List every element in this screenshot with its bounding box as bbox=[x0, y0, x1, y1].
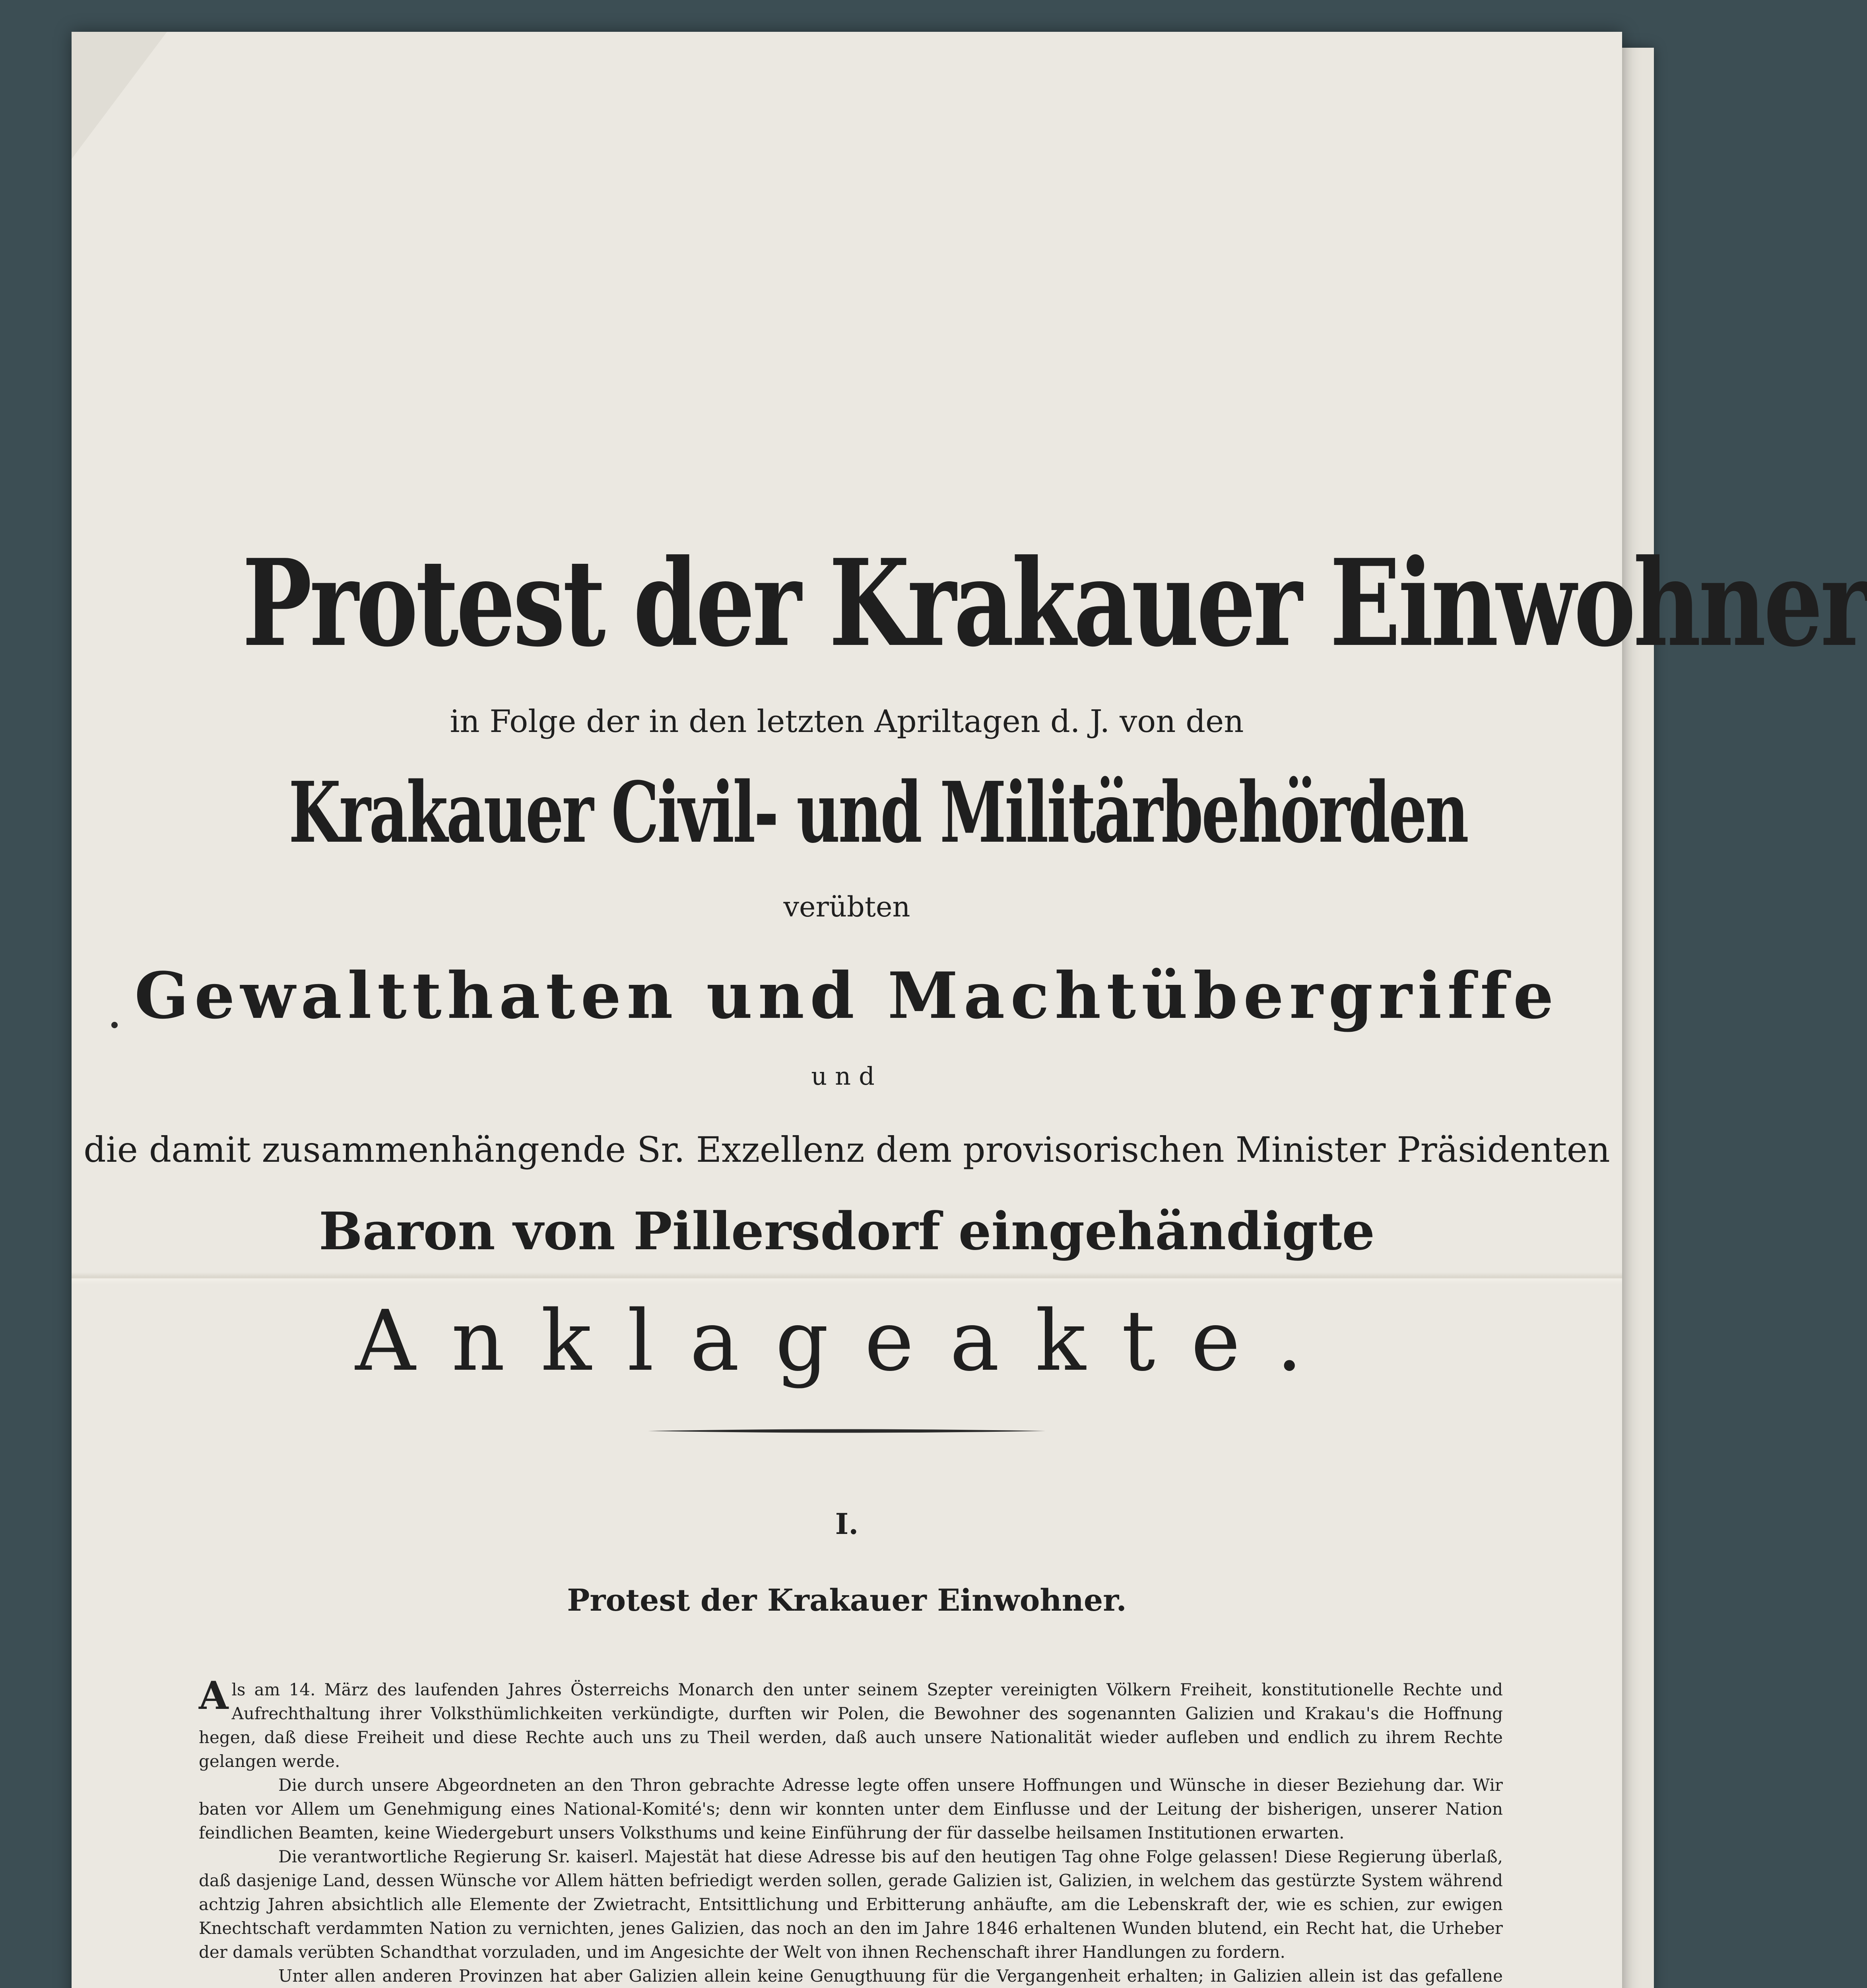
subtitle-line-1: in Folge der in den letzten Apriltagen d. J. von den bbox=[450, 704, 1244, 740]
title-line-4: Baron von Pillersdorf eingehändigte bbox=[318, 1201, 1375, 1262]
document-sheet bbox=[72, 32, 1867, 1988]
page-fold bbox=[72, 1272, 1622, 1284]
body-text bbox=[199, 1673, 1503, 1988]
paragraph: Als am 14. März des laufenden Jahres Österreichs Monarch den unter seinem Szepter vereinigten Völkern Freiheit, konstitutionelle Rechte und Aufrechthaltung ihrer Volksthümlichkeiten verkündigte, durften wir Polen, die Bewohner des sogenannten Galizien und Krakau's die Hoffnung hegen, daß diese Freiheit und diese Rechte auch uns zu Theil werden, daß auch unsere Nationalität wieder aufleben und endlich zu ihrem Rechte gelangen werde. bbox=[199, 1673, 1503, 1771]
subtitle-line-3: und bbox=[811, 1062, 883, 1091]
title-line-3: Gewaltthaten und Machtübergriffe bbox=[134, 958, 1559, 1033]
main-title: Protest der Krakauer Einwohner bbox=[242, 533, 1867, 673]
section-number: I. bbox=[835, 1507, 859, 1541]
title-line-2: Krakauer Civil- und Militärbehörden bbox=[289, 763, 1467, 862]
section-title: Protest der Krakauer Einwohner. bbox=[567, 1582, 1127, 1618]
paragraph: Die verantwortliche Regierung Sr. kaiserl. Majestät hat diese Adresse bis auf den heutigen Tag ohne Folge gelassen! Diese Regierung überlaß, daß dasjenige Land, dessen Wünsche vor Allem hätten befriedigt werden sollen, gerade Galizien ist, Galizien, in welchem das gestürzte System während achtzig Jahren absichtlich alle Elemente der Zwietracht, Entsittlichung und Erbitterung anhäufte, am die Lebenskraft der, wie es schien, zur ewigen Knechtschaft verdammten Nation zu vernichten, jenes Galizien, das noch an den im Jahre 1846 erhaltenen Wunden blutend, ein Recht hat, die Urheber der damals verübten Schandthat vorzuladen, und im Angesichte der Welt von ihnen Rechenschaft ihrer Handlungen zu fordern. bbox=[199, 1847, 1503, 1962]
paragraph: Die durch unsere Abgeordneten an den Thron gebrachte Adresse legte offen unsere Hoffnungen und Wünsche in dieser Beziehung dar. Wir baten vor Allem um Genehmigung eines National-Komité's; denn wir konnten unter dem Einflusse und der Leitung der bisherigen, unserer Nation feindlichen Beamten, keine Wiedergeburt unsers Volksthums und keine Einführung der für dasselbe heilsamen Institutionen erwarten. bbox=[199, 1775, 1503, 1842]
paragraph: Unter allen anderen Provinzen hat aber Galizien allein keine Genugthuung für die Vergangenheit erhalten; in Galizien allein ist das gefallene bbox=[278, 1966, 1503, 1986]
title-line-5: Anklageakte. bbox=[355, 1292, 1339, 1390]
subtitle-line-2: verübten bbox=[783, 891, 910, 923]
folded-corner bbox=[72, 32, 167, 159]
decorative-rule bbox=[648, 1427, 1046, 1435]
subtitle-line-4: die damit zusammenhängende Sr. Exzellenz dem provisorischen Minister Präsidenten bbox=[83, 1129, 1610, 1170]
